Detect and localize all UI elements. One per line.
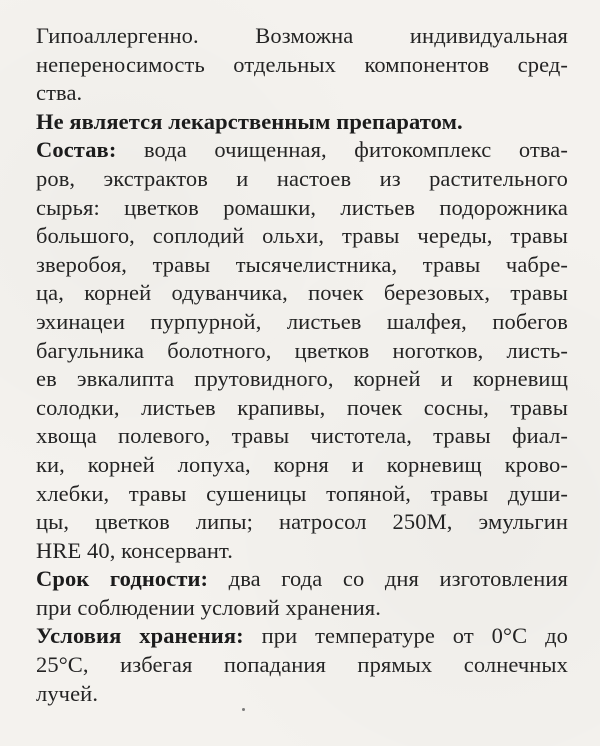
storage-text: при температуре от 0°С до [243,623,568,649]
composition-line: HRE 40, консервант. [36,537,233,563]
composition-line: эхинацеи пурпурной, листьев шалфея, побегов [36,308,568,334]
composition-line: ца, корней одуванчика, почек березовых, травы [36,280,568,306]
composition-line: сырья: цветков ромашки, листьев подорожника [36,194,568,220]
composition-line: большого, соплодий ольхи, травы череды, травы [36,223,568,249]
paragraph-line: непереносимость отдельных компонентов сред- [36,51,568,77]
shelf-life-line: при соблюдении условий хранения. [36,594,381,620]
composition-line: багульника болотного, цветков ноготков, листь- [36,337,568,363]
composition-line: хвоща полевого, травы чистотела, травы фиал- [36,423,568,449]
shelf-life-first-line [36,565,568,594]
storage-label: Условия хранения: [36,623,244,649]
composition-line: ров, экстрактов и настоев из растительного [36,165,568,191]
paragraph-line: ства. [36,80,83,106]
composition-first-line [36,136,568,165]
composition-label: Состав: [36,137,117,163]
storage-line: 25°С, избегая попадания прямых солнечных [36,652,568,678]
shelf-life-label: Срок годности: [36,566,209,592]
storage-first-line [36,622,568,651]
composition-line: ев эвкалипта прутовидного, корней и корневищ [36,366,568,392]
product-description [36,22,568,708]
non-medicinal-note [36,108,568,137]
print-speck [242,708,245,711]
shelf-life-text: два года со дня изготовления [208,566,569,592]
paragraph-line: Гипоаллергенно. Возможна индивидуальная [36,23,568,48]
composition-line: солодки, листьев крапивы, почек сосны, травы [36,394,568,420]
non-medicinal-note-text: Не является лекарственным препаратом. [36,108,463,134]
composition-line: зверобоя, травы тысячелистника, травы чабре- [36,251,568,277]
storage-line: лучей. [36,680,99,706]
composition-line: цы, цветков липы; натросол 250М, эмульгин [36,509,568,535]
composition-line: ки, корней лопуха, корня и корневищ крово- [36,451,568,477]
composition-text: вода очищенная, фитокомплекс отва- [116,137,568,163]
composition-line: хлебки, травы сушеницы топяной, травы души- [36,480,568,506]
